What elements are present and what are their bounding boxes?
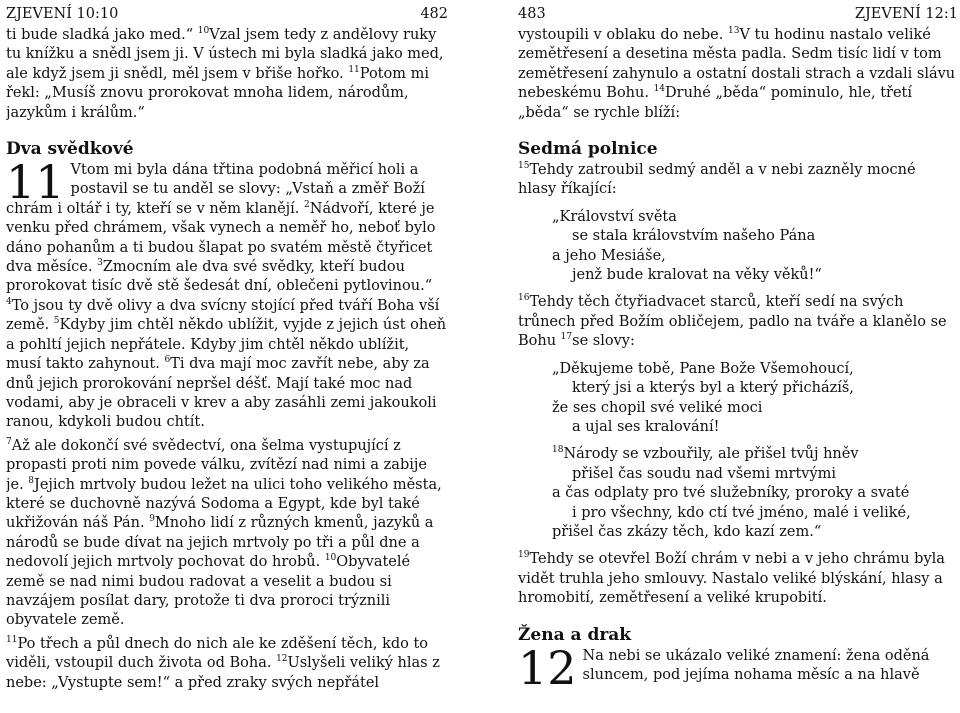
- poem-block: [552, 360, 958, 543]
- verse-number: 12: [276, 654, 288, 665]
- right-running-head: [518, 2, 958, 26]
- left-page: [6, 0, 448, 713]
- poem-line: který jsi a kterýs byl a který přicházíš,: [572, 380, 854, 397]
- verse-number: 6: [164, 355, 171, 366]
- poem-line: a ujal ses kralování!: [572, 418, 720, 435]
- verse-number: 3: [97, 258, 103, 269]
- poem-line: „Děkujeme tobě, Pane Bože Všemohoucí,: [552, 360, 854, 377]
- section-heading: Žena a drak: [518, 624, 632, 645]
- verse-number: 19: [518, 550, 530, 561]
- verse-number: 10: [324, 553, 337, 564]
- right-page-number: 483: [518, 6, 546, 22]
- verse-number: 2: [304, 200, 310, 211]
- poem-line: se stala královstvím našeho Pána: [572, 228, 816, 245]
- verse-number: 14: [653, 84, 666, 95]
- paragraph: $^{15}$Tehdy zatroubil sedmý anděl a v nebi zazněly mocné hlasy říkající:: [518, 161, 916, 198]
- verse-number: 11: [6, 634, 18, 645]
- left-running-head: [6, 2, 448, 26]
- poem-line: a čas odplaty pro tvé služebníky, proroky a svaté: [552, 485, 910, 502]
- right-page: [518, 0, 958, 713]
- poem-line: a jeho Mesiáše,: [552, 247, 666, 264]
- verse-number: 16: [518, 293, 530, 304]
- verse-number: 4: [6, 297, 12, 308]
- paragraph: $^7$Až ale dokončí své svědectví, ona šelma vystupující z propasti proti nim povede válku, zvítězí nad nimi a zabije je. $^8$Jejich mrtvoly budou ležet na ulici toho velikého města, které se duchovně nazývá Sodoma a Egypt, kde byl také ukřižován náš Pán. $^9$Mnoho lidí z různých kmenů, jazyků a národů se bude dívat na jejich mrtvoly po tři a půl dne a nedovolí jejich mrtvoly pochovat do hrobů. $^{10}$Obyvatelé země se nad nimi budou radovat a veselit a budou si navzájem posílat dary, protože ti dva proroci trýznili obyvatele země.: [6, 436, 442, 629]
- paragraph: $^{16}$Tehdy těch čtyřiadvacet starců, kteří sedí na svých trůnech před Božím obličejem, padlo na tváře a klanělo se Bohu $^{17}$se slovy:: [518, 293, 947, 350]
- verse-number: 18: [552, 445, 564, 456]
- verse-number: 17: [560, 332, 573, 343]
- paragraph: $^{19}$Tehdy se otevřel Boží chrám v nebi a v jeho chrámu byla vidět truhla jeho smlouvy. Nastalo veliké blýskání, hlasy a hromobití, zemětřesení a veliké krupobití.: [518, 550, 945, 607]
- verse-number: 9: [149, 514, 155, 525]
- poem-line: že ses chopil své veliké moci: [552, 399, 763, 416]
- verse-number: 5: [53, 316, 60, 327]
- section-heading: Dva svědkové: [6, 139, 134, 160]
- verse-number: 11: [348, 64, 360, 75]
- left-header-reference: ZJEVENÍ 10:10: [6, 6, 119, 22]
- poem-line: „Království světa: [552, 208, 677, 225]
- paragraph: 12 Na nebi se ukázalo veliké znamení: žena oděná sluncem, pod jejíma nohama měsíc a na hlavě: [518, 640, 930, 695]
- right-body-text: [518, 26, 958, 695]
- poem-line: jenž bude kralovat na věky věků!“: [572, 267, 822, 284]
- poem-line: $^{18}$Národy se vzbouřily, ale přišel tvůj hněv: [552, 445, 859, 463]
- poem-line: i pro všechny, kdo ctí tvé jméno, malé i veliké,: [572, 504, 911, 521]
- verse-number: 15: [518, 161, 530, 172]
- left-page-number: 482: [420, 6, 448, 22]
- poem-block: [552, 208, 958, 286]
- poem-line: přišel čas zkázy těch, kdo kazí zem.“: [552, 523, 822, 540]
- paragraph: $^{11}$Po třech a půl dnech do nich ale ke zděšení těch, kdo to viděli, vstoupil duch života od Boha. $^{12}$Uslyšeli veliký hlas z nebe: „Vystupte sem!“ a před zraky svých nepřátel: [6, 634, 440, 691]
- left-body-text: [6, 26, 448, 693]
- paragraph: 11 Vtom mi byla dána třtina podobná měřicí holi a postavil se tu anděl se slovy: „Vstaň a změř Boží chrám i oltář i ty, kteří se v něm klanějí. $^2$Nádvoří, které je venku před chrámem, však vynech a neměř ho, neboť bylo dáno pohanům a ti budou šlapat po svatém městě čtyřicet dva měsíce. $^3$Zmocním ale dva své svědky, kteří budou prorokovat tisíc dvě stě šedesát dní, oblečeni pytlovinou.“ $^4$To jsou ty dvě olivy a dva svícny stojící před tváří Boha vší země. $^5$Kdyby jim chtěl někdo ublížit, vyjde z jejich úst oheň a pohltí jejich nepřátele. Kdyby jim chtěl někdo ublížit, musí takto zahynout. $^6$Ti dva mají moc zavřít nebe, aby za dnů jejich prorokování nepršel déšť. Mají také moc nad vodami, aby je obraceli v krev a aby zasáhli zemi jakoukoli ranou, kdykoli budou chtít.: [6, 155, 447, 431]
- chapter-number: 12: [518, 640, 577, 695]
- paragraph: ti bude sladká jako med.“ $^{10}$Vzal jsem tedy z andělovy ruky tu knížku a snědl jsem ji. V ústech mi byla sladká jako med, ale když jsem ji snědl, měl jsem v břiše hořko. $^{11}$Potom mi řekl: „Musíš znovu prorokovat mnoha lidem, národům, jazykům i králům.“: [6, 26, 444, 121]
- poem-line: přišel čas soudu nad všemi mrtvými: [572, 465, 837, 482]
- verse-number: 13: [727, 26, 740, 37]
- verse-number: 8: [28, 475, 35, 486]
- verse-number: 10: [197, 26, 210, 37]
- chapter-number: 11: [6, 155, 65, 210]
- verse-number: 7: [6, 436, 12, 447]
- right-header-reference: ZJEVENÍ 12:1: [854, 6, 958, 22]
- section-heading: Sedmá polnice: [518, 139, 658, 160]
- paragraph: vystoupili v oblaku do nebe. $^{13}$V tu hodinu nastalo veliké zemětřesení a desetina města padla. Sedm tisíc lidí v tom zemětřesení zahynulo a ostatní dostali strach a vzdali slávu nebeskému Bohu. $^{14}$Druhé „běda“ pominulo, hle, třetí „běda“ se rychle blíží:: [518, 26, 956, 121]
